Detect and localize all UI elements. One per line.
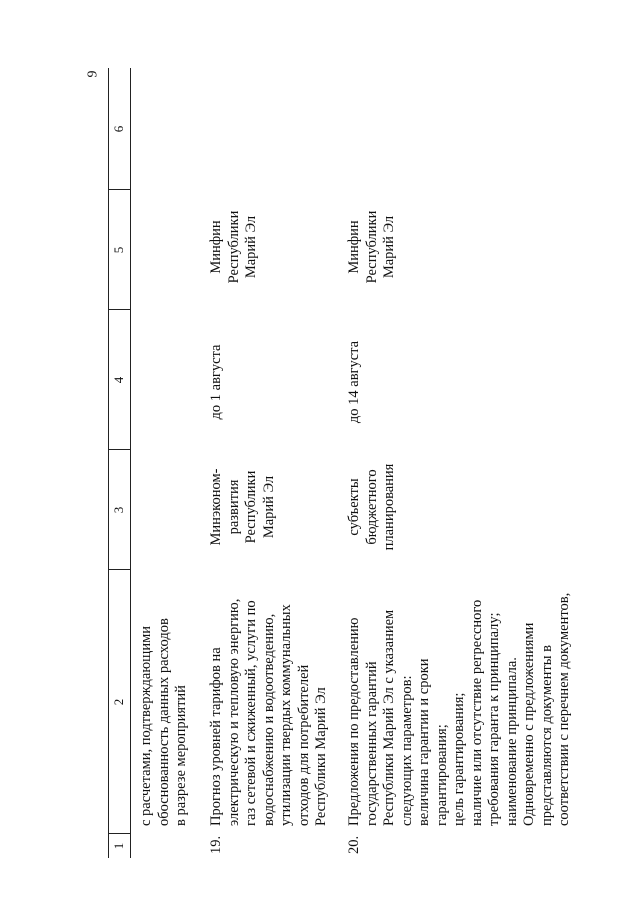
row-19-responsible: Минэконом- развития Республики Марий Эл	[208, 468, 277, 546]
header-col-6: 6	[111, 125, 126, 133]
row-19-recipient: Минфин Республики Марий Эл	[208, 210, 259, 284]
header-col-3: 3	[111, 506, 126, 514]
row-20-description: Предложения по предоставлению государственных гарантий Республики Марий Эл с указанием следующих параметров: величина гарантии и сроки гарантирования; цель гарантирования; наличие или отсутствие регрессного требования гаранта к принципалу; наименование принципала. Одновременно с предложениями представляются документы в соответствии с перечнем документов,	[346, 592, 572, 826]
row-20-deadline: до 14 августа	[346, 340, 362, 424]
table-header-rule	[130, 68, 131, 858]
header-col-1: 1	[111, 842, 126, 850]
rotated-table	[108, 68, 572, 858]
row-20-recipient: Минфин Республики Марий Эл	[346, 210, 397, 284]
page-number: 9	[85, 70, 101, 78]
header-col-5: 5	[111, 246, 126, 254]
row-20-number: 20.	[346, 835, 362, 854]
header-col-4: 4	[111, 376, 126, 384]
header-col-2: 2	[111, 698, 126, 706]
continuation-text: с расчетами, подтверждающими обоснованность данных расходов в разрезе мероприятий	[138, 618, 189, 826]
row-19-deadline: до 1 августа	[208, 344, 224, 420]
row-19-number: 19.	[208, 835, 224, 854]
row-20-responsible: субъекты бюджетного планирования	[346, 463, 397, 551]
row-19-description: Прогноз уровней тарифов на электрическую и тепловую энергию, газ сетевой и сжиженный, услуги по водоснабжению и водоотведению, утилизации твердых коммунальных отходов для потребителей Республики Марий Эл	[208, 598, 329, 826]
